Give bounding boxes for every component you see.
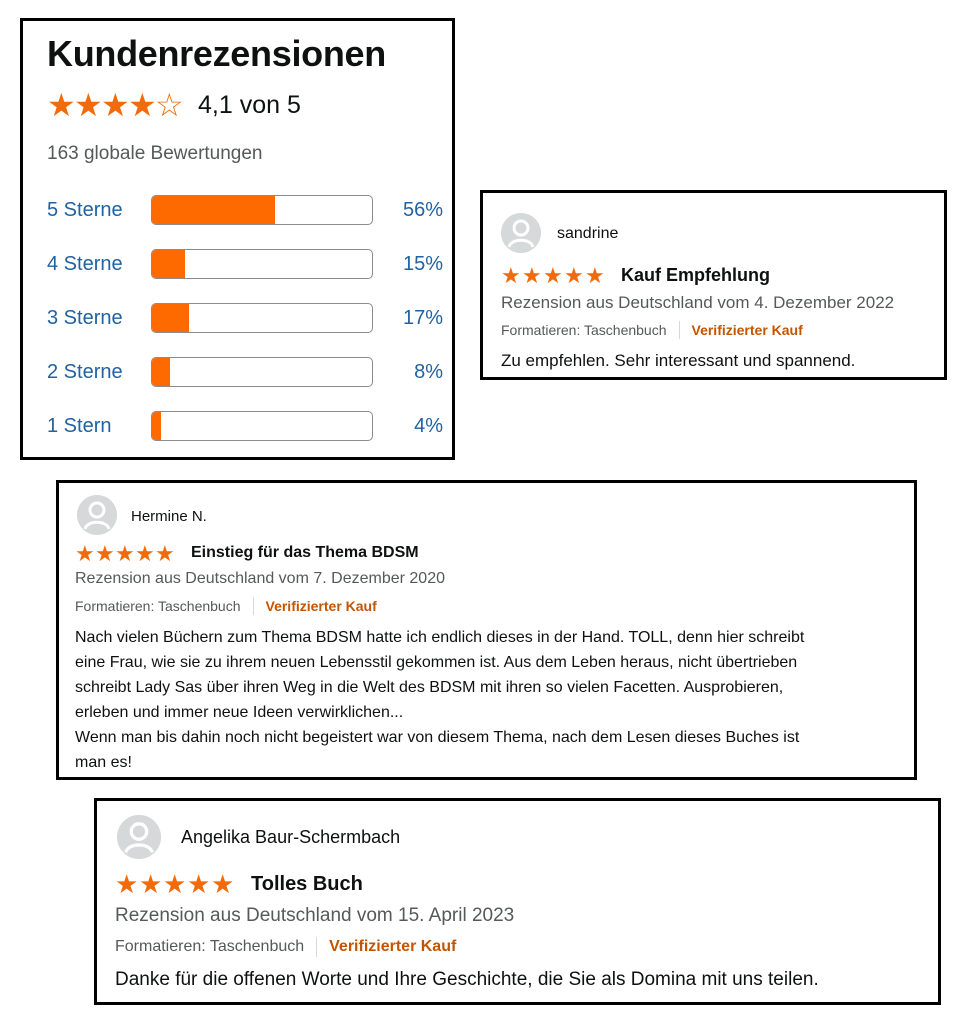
star-filled-icon: ★ — [187, 869, 211, 899]
review-date: Rezension aus Deutschland vom 7. Dezember 2020 — [75, 570, 445, 587]
review-card — [56, 480, 917, 780]
total-ratings: 163 globale Bewertungen — [47, 143, 263, 164]
star-filled-icon: ★ — [211, 869, 235, 899]
star-filled-icon: ★ — [75, 541, 95, 566]
user-avatar-icon[interactable] — [77, 495, 117, 535]
review-author[interactable]: sandrine — [557, 225, 619, 242]
verified-purchase-badge: Verifizierter Kauf — [691, 322, 803, 338]
histogram-label[interactable]: 1 Stern — [47, 414, 112, 437]
review-format[interactable]: Formatieren: Taschenbuch — [115, 938, 305, 955]
star-filled-icon: ★ — [163, 869, 187, 899]
review-stars[interactable] — [501, 263, 606, 289]
histogram-row-1[interactable] — [47, 409, 443, 443]
review-stars[interactable] — [115, 869, 235, 899]
star-outline-icon: ☆ — [155, 87, 184, 123]
histogram-label[interactable]: 3 Sterne — [47, 306, 123, 329]
divider — [316, 937, 317, 957]
histogram-fill — [152, 304, 189, 332]
review-body — [75, 625, 905, 775]
histogram-fill — [152, 358, 170, 386]
review-format-row — [501, 321, 803, 339]
review-card — [480, 190, 947, 380]
star-filled-icon: ★ — [47, 87, 76, 123]
review-stars[interactable] — [75, 541, 175, 567]
review-body-line: schreibt Lady Sas über ihren Weg in die Welt des BDSM mit ihren so vielen Facetten. Ausprobieren, — [75, 679, 784, 696]
histogram-percent[interactable]: 17% — [402, 306, 443, 329]
divider — [679, 321, 680, 339]
star-filled-icon: ★ — [501, 263, 521, 288]
star-filled-icon: ★ — [564, 263, 584, 288]
review-body: Zu empfehlen. Sehr interessant und spannend. — [501, 351, 856, 370]
user-avatar-icon[interactable] — [117, 815, 161, 859]
histogram-bar[interactable] — [151, 303, 373, 333]
histogram-bar[interactable] — [151, 411, 373, 441]
review-card — [94, 798, 941, 1005]
review-title[interactable]: Einstieg für das Thema BDSM — [191, 544, 419, 561]
histogram-fill — [152, 412, 161, 440]
histogram-row-3[interactable] — [47, 301, 443, 335]
histogram-row-2[interactable] — [47, 355, 443, 389]
review-format-row — [115, 937, 456, 957]
star-filled-icon: ★ — [115, 541, 135, 566]
review-body-line: erleben und immer neue Ideen verwirklichen... — [75, 704, 404, 721]
review-author[interactable]: Hermine N. — [131, 508, 207, 525]
ratings-summary — [20, 18, 455, 460]
summary-title: Kundenrezensionen — [47, 33, 386, 74]
review-date: Rezension aus Deutschland vom 15. April 2023 — [115, 905, 515, 926]
star-filled-icon: ★ — [101, 87, 130, 123]
review-body-line: Nach vielen Büchern zum Thema BDSM hatte ich endlich dieses in der Hand. TOLL, denn hier schreibt — [75, 629, 805, 646]
star-filled-icon: ★ — [139, 869, 163, 899]
review-format-row — [75, 597, 377, 615]
histogram-bar[interactable] — [151, 357, 373, 387]
histogram-bar[interactable] — [151, 249, 373, 279]
verified-purchase-badge: Verifizierter Kauf — [265, 598, 377, 614]
star-filled-icon: ★ — [543, 263, 563, 288]
user-avatar-icon[interactable] — [501, 213, 541, 253]
star-filled-icon: ★ — [155, 541, 175, 566]
star-filled-icon: ★ — [74, 87, 103, 123]
average-rating-row — [47, 87, 301, 123]
review-body-line: man es! — [75, 754, 132, 771]
histogram-label[interactable]: 5 Sterne — [47, 198, 123, 221]
verified-purchase-badge: Verifizierter Kauf — [329, 938, 457, 955]
review-title[interactable]: Kauf Empfehlung — [621, 265, 770, 285]
star-filled-icon: ★ — [128, 87, 157, 123]
histogram-label[interactable]: 2 Sterne — [47, 360, 123, 383]
review-date: Rezension aus Deutschland vom 4. Dezember 2022 — [501, 293, 895, 312]
star-filled-icon: ★ — [95, 541, 115, 566]
histogram-percent[interactable]: 4% — [414, 414, 443, 437]
review-body-line: Wenn man bis dahin noch nicht begeistert war von diesem Thema, nach dem Lesen dieses Buches ist — [75, 729, 800, 746]
review-title[interactable]: Tolles Buch — [251, 873, 363, 895]
histogram-label[interactable]: 4 Sterne — [47, 252, 123, 275]
review-format[interactable]: Formatieren: Taschenbuch — [75, 598, 241, 614]
star-filled-icon: ★ — [135, 541, 155, 566]
histogram-percent[interactable]: 15% — [402, 252, 443, 275]
histogram-percent[interactable]: 56% — [402, 198, 443, 221]
star-filled-icon: ★ — [585, 263, 605, 288]
review-body: Danke für die offenen Worte und Ihre Geschichte, die Sie als Domina mit uns teilen. — [115, 969, 819, 990]
histogram-fill — [152, 250, 185, 278]
histogram-fill — [152, 196, 275, 224]
average-rating-text: 4,1 von 5 — [198, 90, 301, 119]
star-filled-icon: ★ — [115, 869, 139, 899]
review-author[interactable]: Angelika Baur-Schermbach — [181, 827, 401, 847]
histogram-bar[interactable] — [151, 195, 373, 225]
divider — [253, 597, 254, 615]
review-body-line: eine Frau, wie sie zu ihrem neuen Lebensstil gekommen ist. Aus dem Leben heraus, nicht übertrieben — [75, 654, 798, 671]
review-format[interactable]: Formatieren: Taschenbuch — [501, 322, 667, 338]
star-filled-icon: ★ — [522, 263, 542, 288]
histogram-row-4[interactable] — [47, 247, 443, 281]
average-stars — [47, 87, 182, 123]
histogram-row-5[interactable] — [47, 193, 443, 227]
histogram-percent[interactable]: 8% — [414, 360, 443, 383]
